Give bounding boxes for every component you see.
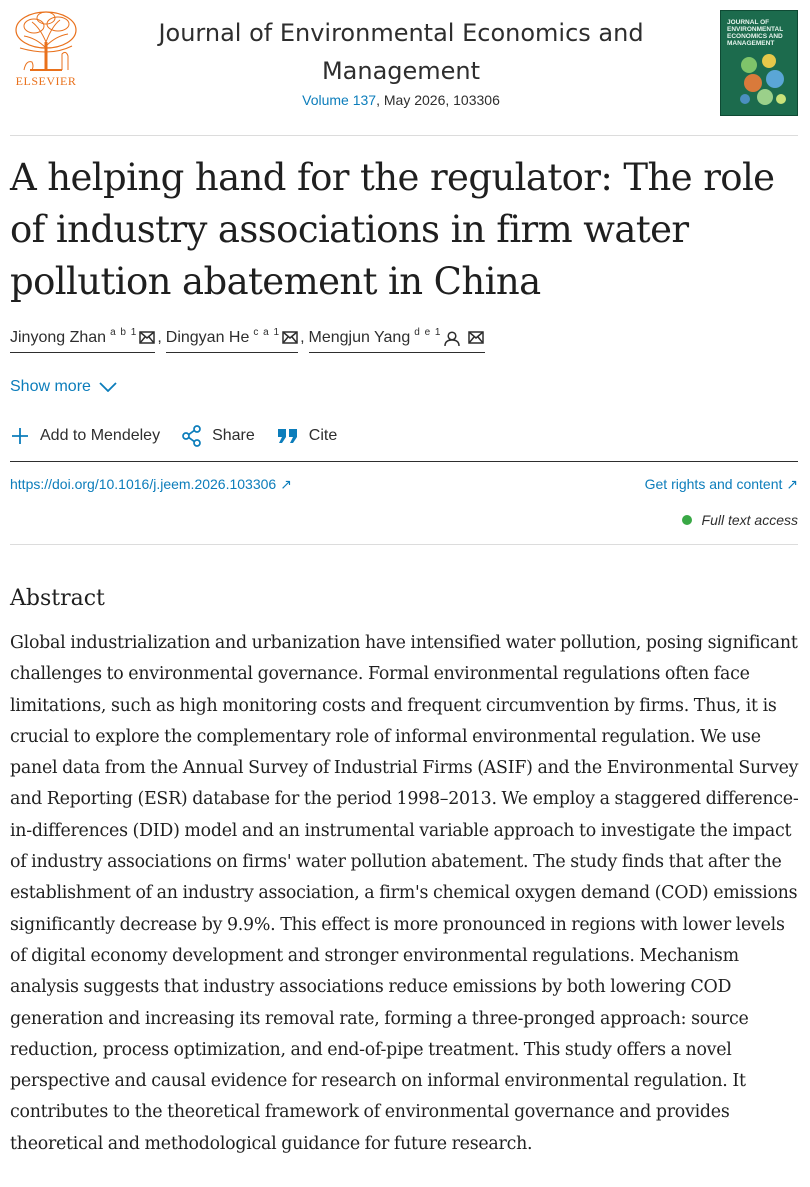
envelope-icon <box>467 331 485 344</box>
section-divider <box>10 544 798 545</box>
cite-label: Cite <box>308 427 338 444</box>
share-label: Share <box>212 427 255 444</box>
full-text-access-badge <box>682 512 798 528</box>
abstract-text: Global industrialization and urbanization have intensified water pollution, posing significant challenges to environmental governance. Formal environmental regulations often face limitations, such as high monitoring costs and frequent circumvention by firms. Thus, it is crucial to explore the complementary role of informal environmental regulation. We use panel data from the Annual Survey of Industrial Firms (ASIF) and the Environmental Survey and Reporting (ESR) database for the period 1998–2013. We employ a staggered difference-in-differences (DID) model and an instrumental variable approach to investigate the impact of industry associations on firms' water pollution abatement. The study finds that after the establishment of an industry association, a firm's chemical oxygen demand (COD) emissions significantly decrease by 9.9%. This effect is more pronounced in regions with lower levels of digital economy development and stronger environmental regulations. Mechanism analysis suggests that industry associations reduce emissions by both lowering COD generation and increasing its removal rate, forming a three-pronged approach: source reduction, process optimization, and end-of-pipe treatment. This study offers a novel perspective and causal evidence for research on informal environmental regulation. It contributes to the theoretical framework of environmental governance and provides theoretical and methodological guidance for future research. <box>10 633 799 1154</box>
publisher-name: ELSEVIER <box>15 74 77 88</box>
plus-icon <box>10 426 30 446</box>
cite-button[interactable] <box>277 427 337 445</box>
issue-info: , May 2026, 103306 <box>376 92 500 108</box>
journal-title[interactable]: Journal of Environmental Economics and Management <box>158 19 644 85</box>
quote-icon <box>277 428 299 444</box>
journal-info <box>110 14 692 108</box>
mendeley-label: Add to Mendeley <box>40 427 161 444</box>
share-icon <box>182 425 202 447</box>
author-separator: , <box>300 329 305 346</box>
journal-header <box>0 0 810 136</box>
author-mengjun-yang[interactable] <box>309 326 486 353</box>
doi-link[interactable]: https://doi.org/10.1016/j.jeem.2026.103306 ↗ <box>10 476 292 492</box>
author-list <box>10 326 485 354</box>
author-dingyan-he[interactable] <box>166 326 298 353</box>
access-status-dot <box>682 515 692 525</box>
author-name: Jinyong Zhan <box>10 329 107 346</box>
cover-title: JOURNAL OF ENVIRONMENTAL ECONOMICS AND MANAGEMENT <box>727 19 784 47</box>
author-jinyong-zhan[interactable] <box>10 326 155 353</box>
author-name: Mengjun Yang <box>308 329 411 346</box>
envelope-icon <box>282 331 298 344</box>
envelope-icon <box>139 331 155 344</box>
author-affiliation-sup: c a 1 <box>253 327 281 338</box>
author-name: Dingyan He <box>165 329 250 346</box>
journal-cover-image[interactable] <box>720 10 798 116</box>
chevron-down-icon <box>99 382 117 392</box>
article-actions <box>10 425 359 447</box>
abstract-heading: Abstract <box>10 586 105 611</box>
journal-volume-line <box>110 92 692 108</box>
share-button[interactable] <box>182 425 255 447</box>
article-title: A helping hand for the regulator: The role of industry associations in firm water pollution abatement in China <box>10 156 775 303</box>
author-affiliation-sup: d e 1 <box>414 327 442 338</box>
cover-art-graphic <box>735 51 787 109</box>
author-separator: , <box>157 329 162 346</box>
volume-link[interactable]: Volume 137 <box>302 92 377 108</box>
person-icon <box>443 331 461 346</box>
author-affiliation-sup: a b 1 <box>110 327 138 338</box>
access-label: Full text access <box>701 512 798 528</box>
add-to-mendeley-button[interactable] <box>10 426 160 446</box>
rights-link[interactable]: Get rights and content ↗ <box>644 476 798 492</box>
header-divider <box>10 135 798 136</box>
actions-divider <box>10 461 798 462</box>
show-more-label: Show more <box>10 378 91 395</box>
show-more-button[interactable] <box>10 378 117 396</box>
elsevier-tree-icon <box>10 8 82 74</box>
